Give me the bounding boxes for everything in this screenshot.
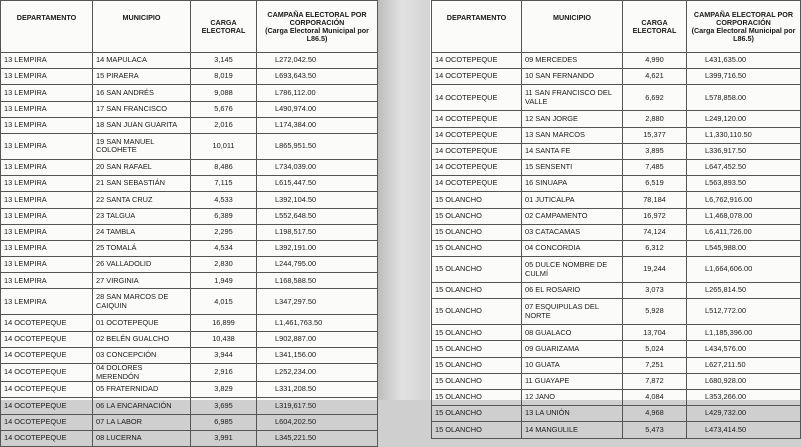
left-page (0, 0, 378, 443)
campana-monto-cell: L392,104.50 (257, 192, 378, 208)
campana-monto-cell: L490,974.00 (257, 101, 378, 117)
municipio-cell: 10 SAN FERNANDO (522, 69, 623, 85)
departamento-cell: 13 LEMPIRA (1, 133, 93, 159)
campana-monto-cell: L347,297.50 (257, 289, 378, 315)
municipio-cell: 06 LA ENCARNACIÓN (93, 398, 191, 414)
municipio-cell: 12 JANO (522, 390, 623, 406)
campana-monto-cell: L429,732.00 (687, 406, 801, 422)
table-row (432, 341, 801, 357)
carga-electoral-cell: 5,473 (623, 422, 687, 438)
municipio-cell: 28 SAN MARCOS DE CAIQUIN (93, 289, 191, 315)
campana-monto-cell: L604,202.50 (257, 414, 378, 430)
table-row (1, 69, 378, 85)
campana-monto-cell: L680,928.00 (687, 373, 801, 389)
table-row (1, 53, 378, 69)
table-row (1, 208, 378, 224)
carga-electoral-cell: 4,968 (623, 406, 687, 422)
departamento-cell: 13 LEMPIRA (1, 69, 93, 85)
campana-monto-cell: L786,112.00 (257, 85, 378, 101)
campana-monto-cell: L434,576.00 (687, 341, 801, 357)
carga-electoral-cell: 10,011 (191, 133, 257, 159)
departamento-cell: 15 OLANCHO (432, 422, 522, 438)
table-row (432, 257, 801, 283)
header-campana-note: (Carga Electoral Municipal por L86.5) (265, 25, 369, 43)
table-row (432, 111, 801, 127)
departamento-cell: 15 OLANCHO (432, 373, 522, 389)
departamento-cell: 14 OCOTEPEQUE (432, 53, 522, 69)
table-row (432, 143, 801, 159)
carga-electoral-cell: 6,389 (191, 208, 257, 224)
municipio-cell: 09 MERCEDES (522, 53, 623, 69)
campana-monto-cell: L1,185,396.00 (687, 325, 801, 341)
table-row (432, 176, 801, 192)
table-row (432, 283, 801, 299)
table-header-row (432, 1, 801, 53)
municipio-cell: 07 ESQUIPULAS DEL NORTE (522, 299, 623, 325)
table-header-row (1, 1, 378, 53)
table-row (432, 422, 801, 438)
campana-monto-cell: L6,762,916.00 (687, 192, 801, 208)
municipio-cell: 23 TALGUA (93, 208, 191, 224)
carga-electoral-cell: 3,895 (623, 143, 687, 159)
header-municipio: MUNICIPIO (93, 1, 191, 53)
departamento-cell: 13 LEMPIRA (1, 208, 93, 224)
campana-monto-cell: L1,664,606.00 (687, 257, 801, 283)
municipio-cell: 18 SAN JUAN GUARITA (93, 117, 191, 133)
carga-electoral-cell: 4,015 (191, 289, 257, 315)
campana-monto-cell: L545,988.00 (687, 240, 801, 256)
carga-electoral-cell: 7,485 (623, 159, 687, 175)
campana-monto-cell: L1,461,763.50 (257, 315, 378, 331)
carga-electoral-cell: 19,244 (623, 257, 687, 283)
municipio-cell: 11 SAN FRANCISCO DEL VALLE (522, 85, 623, 111)
campana-monto-cell: L563,893.50 (687, 176, 801, 192)
departamento-cell: 14 OCOTEPEQUE (1, 430, 93, 446)
carga-electoral-cell: 6,985 (191, 414, 257, 430)
departamento-cell: 13 LEMPIRA (1, 192, 93, 208)
table-row (1, 192, 378, 208)
table-row (432, 357, 801, 373)
carga-electoral-cell: 7,872 (623, 373, 687, 389)
carga-electoral-cell: 16,972 (623, 208, 687, 224)
municipio-cell: 13 SAN MARCOS (522, 127, 623, 143)
municipio-cell: 25 TOMALÁ (93, 240, 191, 256)
departamento-cell: 13 LEMPIRA (1, 53, 93, 69)
departamento-cell: 15 OLANCHO (432, 390, 522, 406)
carga-electoral-cell: 3,073 (623, 283, 687, 299)
campana-monto-cell: L512,772.00 (687, 299, 801, 325)
municipio-cell: 10 GUATA (522, 357, 623, 373)
table-row (1, 85, 378, 101)
municipio-cell: 01 OCOTEPEQUE (93, 315, 191, 331)
carga-electoral-cell: 5,676 (191, 101, 257, 117)
departamento-cell: 13 LEMPIRA (1, 289, 93, 315)
municipio-cell: 06 EL ROSARIO (522, 283, 623, 299)
carga-electoral-cell: 15,377 (623, 127, 687, 143)
municipio-cell: 15 PIRAERA (93, 69, 191, 85)
table-row (432, 127, 801, 143)
carga-electoral-cell: 6,312 (623, 240, 687, 256)
table-row (432, 390, 801, 406)
departamento-cell: 13 LEMPIRA (1, 273, 93, 289)
departamento-cell: 14 OCOTEPEQUE (1, 315, 93, 331)
carga-electoral-cell: 6,519 (623, 176, 687, 192)
municipio-cell: 19 SAN MANUEL COLOHETE (93, 133, 191, 159)
campana-monto-cell: L431,635.00 (687, 53, 801, 69)
municipio-cell: 02 CAMPAMENTO (522, 208, 623, 224)
carga-electoral-cell: 4,990 (623, 53, 687, 69)
campana-monto-cell: L198,517.50 (257, 224, 378, 240)
table-row (432, 192, 801, 208)
carga-electoral-cell: 2,830 (191, 257, 257, 273)
municipio-cell: 16 SAN ANDRÉS (93, 85, 191, 101)
table-row (432, 325, 801, 341)
table-row (1, 273, 378, 289)
campana-monto-cell: L399,716.50 (687, 69, 801, 85)
municipio-cell: 20 SAN RAFAEL (93, 159, 191, 175)
electoral-table-left (0, 0, 378, 447)
municipio-cell: 12 SAN JORGE (522, 111, 623, 127)
departamento-cell: 15 OLANCHO (432, 341, 522, 357)
municipio-cell: 01 JUTICALPA (522, 192, 623, 208)
header-carga: CARGA ELECTORAL (623, 1, 687, 53)
municipio-cell: 22 SANTA CRUZ (93, 192, 191, 208)
carga-electoral-cell: 7,115 (191, 176, 257, 192)
campana-monto-cell: L174,384.00 (257, 117, 378, 133)
campana-monto-cell: L319,617.50 (257, 398, 378, 414)
municipio-cell: 14 SANTA FE (522, 143, 623, 159)
table-row (432, 240, 801, 256)
departamento-cell: 14 OCOTEPEQUE (432, 85, 522, 111)
departamento-cell: 14 OCOTEPEQUE (1, 382, 93, 398)
campana-monto-cell: L693,643.50 (257, 69, 378, 85)
carga-electoral-cell: 2,016 (191, 117, 257, 133)
table-row (432, 159, 801, 175)
carga-electoral-cell: 4,533 (191, 192, 257, 208)
table-row (1, 315, 378, 331)
municipio-cell: 11 GUAYAPE (522, 373, 623, 389)
carga-electoral-cell: 2,295 (191, 224, 257, 240)
carga-electoral-cell: 4,084 (623, 390, 687, 406)
carga-electoral-cell: 3,829 (191, 382, 257, 398)
departamento-cell: 14 OCOTEPEQUE (1, 331, 93, 347)
campana-monto-cell: L341,156.00 (257, 347, 378, 363)
campana-monto-cell: L265,814.50 (687, 283, 801, 299)
municipio-cell: 16 SINUAPA (522, 176, 623, 192)
departamento-cell: 15 OLANCHO (432, 283, 522, 299)
carga-electoral-cell: 5,024 (623, 341, 687, 357)
departamento-cell: 15 OLANCHO (432, 208, 522, 224)
carga-electoral-cell: 6,692 (623, 85, 687, 111)
table-row (1, 414, 378, 430)
carga-electoral-cell: 3,145 (191, 53, 257, 69)
departamento-cell: 13 LEMPIRA (1, 240, 93, 256)
departamento-cell: 13 LEMPIRA (1, 85, 93, 101)
table-row (1, 133, 378, 159)
departamento-cell: 14 OCOTEPEQUE (1, 364, 93, 382)
municipio-cell: 17 SAN FRANCISCO (93, 101, 191, 117)
header-campana-title: CAMPAÑA ELECTORAL POR CORPORACIÓN (267, 9, 367, 27)
municipio-cell: 04 CONCORDIA (522, 240, 623, 256)
table-row (1, 364, 378, 382)
campana-monto-cell: L6,411,726.00 (687, 224, 801, 240)
municipio-cell: 15 SENSENTI (522, 159, 623, 175)
carga-electoral-cell: 3,944 (191, 347, 257, 363)
header-municipio: MUNICIPIO (522, 1, 623, 53)
header-campana-note: (Carga Electoral Municipal por L86.5) (691, 25, 796, 43)
departamento-cell: 15 OLANCHO (432, 357, 522, 373)
table-row (1, 398, 378, 414)
campana-monto-cell: L1,468,078.00 (687, 208, 801, 224)
departamento-cell: 15 OLANCHO (432, 299, 522, 325)
municipio-cell: 03 CONCEPCIÓN (93, 347, 191, 363)
table-row (1, 430, 378, 446)
departamento-cell: 15 OLANCHO (432, 325, 522, 341)
table-row (432, 208, 801, 224)
municipio-cell: 05 FRATERNIDAD (93, 382, 191, 398)
municipio-cell: 14 MANGULILE (522, 422, 623, 438)
header-campana (687, 1, 801, 53)
municipio-cell: 02 BELÉN GUALCHO (93, 331, 191, 347)
departamento-cell: 15 OLANCHO (432, 224, 522, 240)
campana-monto-cell: L627,211.50 (687, 357, 801, 373)
header-departamento: DEPARTAMENTO (1, 1, 93, 53)
municipio-cell: 21 SAN SEBASTIÁN (93, 176, 191, 192)
table-row (1, 176, 378, 192)
carga-electoral-cell: 74,124 (623, 224, 687, 240)
departamento-cell: 13 LEMPIRA (1, 159, 93, 175)
carga-electoral-cell: 10,438 (191, 331, 257, 347)
table-row (1, 289, 378, 315)
departamento-cell: 15 OLANCHO (432, 257, 522, 283)
carga-electoral-cell: 1,949 (191, 273, 257, 289)
table-row (432, 53, 801, 69)
carga-electoral-cell: 13,704 (623, 325, 687, 341)
campana-monto-cell: L345,221.50 (257, 430, 378, 446)
municipio-cell: 27 VIRGINIA (93, 273, 191, 289)
carga-electoral-cell: 9,088 (191, 85, 257, 101)
carga-electoral-cell: 2,880 (623, 111, 687, 127)
table-row (1, 257, 378, 273)
table-row (1, 159, 378, 175)
municipio-cell: 07 LA LABOR (93, 414, 191, 430)
campana-monto-cell: L734,039.00 (257, 159, 378, 175)
header-campana (257, 1, 378, 53)
municipio-cell: 13 LA UNIÓN (522, 406, 623, 422)
header-campana-title: CAMPAÑA ELECTORAL POR CORPORACIÓN (693, 9, 794, 27)
table-row (1, 101, 378, 117)
right-page (430, 0, 800, 434)
departamento-cell: 14 OCOTEPEQUE (1, 398, 93, 414)
campana-monto-cell: L578,858.00 (687, 85, 801, 111)
campana-monto-cell: L392,191.00 (257, 240, 378, 256)
table-row (1, 224, 378, 240)
campana-monto-cell: L615,447.50 (257, 176, 378, 192)
municipio-cell: 09 GUARIZAMA (522, 341, 623, 357)
table-row (1, 240, 378, 256)
carga-electoral-cell: 16,899 (191, 315, 257, 331)
campana-monto-cell: L331,208.50 (257, 382, 378, 398)
page-gutter (378, 0, 430, 400)
municipio-cell: 03 CATACAMAS (522, 224, 623, 240)
municipio-cell: 08 LUCERNA (93, 430, 191, 446)
carga-electoral-cell: 8,486 (191, 159, 257, 175)
table-row (432, 224, 801, 240)
campana-monto-cell: L252,234.00 (257, 364, 378, 382)
departamento-cell: 13 LEMPIRA (1, 117, 93, 133)
campana-monto-cell: L336,917.50 (687, 143, 801, 159)
campana-monto-cell: L647,452.50 (687, 159, 801, 175)
campana-monto-cell: L168,588.50 (257, 273, 378, 289)
electoral-table-right (431, 0, 801, 439)
table-row (1, 382, 378, 398)
carga-electoral-cell: 78,184 (623, 192, 687, 208)
table-row (432, 85, 801, 111)
departamento-cell: 13 LEMPIRA (1, 257, 93, 273)
campana-monto-cell: L902,887.00 (257, 331, 378, 347)
departamento-cell: 14 OCOTEPEQUE (432, 143, 522, 159)
departamento-cell: 15 OLANCHO (432, 192, 522, 208)
carga-electoral-cell: 2,916 (191, 364, 257, 382)
departamento-cell: 13 LEMPIRA (1, 101, 93, 117)
campana-monto-cell: L244,795.00 (257, 257, 378, 273)
table-row (1, 347, 378, 363)
table-row (1, 331, 378, 347)
header-departamento: DEPARTAMENTO (432, 1, 522, 53)
carga-electoral-cell: 7,251 (623, 357, 687, 373)
departamento-cell: 14 OCOTEPEQUE (432, 159, 522, 175)
campana-monto-cell: L473,414.50 (687, 422, 801, 438)
table-row (432, 299, 801, 325)
carga-electoral-cell: 3,991 (191, 430, 257, 446)
table-row (432, 406, 801, 422)
departamento-cell: 15 OLANCHO (432, 240, 522, 256)
departamento-cell: 13 LEMPIRA (1, 176, 93, 192)
municipio-cell: 26 VALLADOLID (93, 257, 191, 273)
campana-monto-cell: L353,266.00 (687, 390, 801, 406)
carga-electoral-cell: 8,019 (191, 69, 257, 85)
campana-monto-cell: L249,120.00 (687, 111, 801, 127)
departamento-cell: 14 OCOTEPEQUE (432, 69, 522, 85)
header-carga: CARGA ELECTORAL (191, 1, 257, 53)
municipio-cell: 08 GUALACO (522, 325, 623, 341)
carga-electoral-cell: 4,621 (623, 69, 687, 85)
municipio-cell: 14 MAPULACA (93, 53, 191, 69)
departamento-cell: 13 LEMPIRA (1, 224, 93, 240)
campana-monto-cell: L272,042.50 (257, 53, 378, 69)
departamento-cell: 15 OLANCHO (432, 406, 522, 422)
carga-electoral-cell: 5,928 (623, 299, 687, 325)
municipio-cell: 24 TAMBLA (93, 224, 191, 240)
carga-electoral-cell: 4,534 (191, 240, 257, 256)
carga-electoral-cell: 3,695 (191, 398, 257, 414)
table-row (432, 69, 801, 85)
table-row (432, 373, 801, 389)
campana-monto-cell: L552,648.50 (257, 208, 378, 224)
table-row (1, 117, 378, 133)
departamento-cell: 14 OCOTEPEQUE (432, 176, 522, 192)
departamento-cell: 14 OCOTEPEQUE (432, 111, 522, 127)
campana-monto-cell: L1,330,110.50 (687, 127, 801, 143)
departamento-cell: 14 OCOTEPEQUE (432, 127, 522, 143)
departamento-cell: 14 OCOTEPEQUE (1, 414, 93, 430)
campana-monto-cell: L865,951.50 (257, 133, 378, 159)
municipio-cell: 05 DULCE NOMBRE DE CULMÍ (522, 257, 623, 283)
municipio-cell: 04 DOLORES MERENDÓN (93, 364, 191, 382)
departamento-cell: 14 OCOTEPEQUE (1, 347, 93, 363)
